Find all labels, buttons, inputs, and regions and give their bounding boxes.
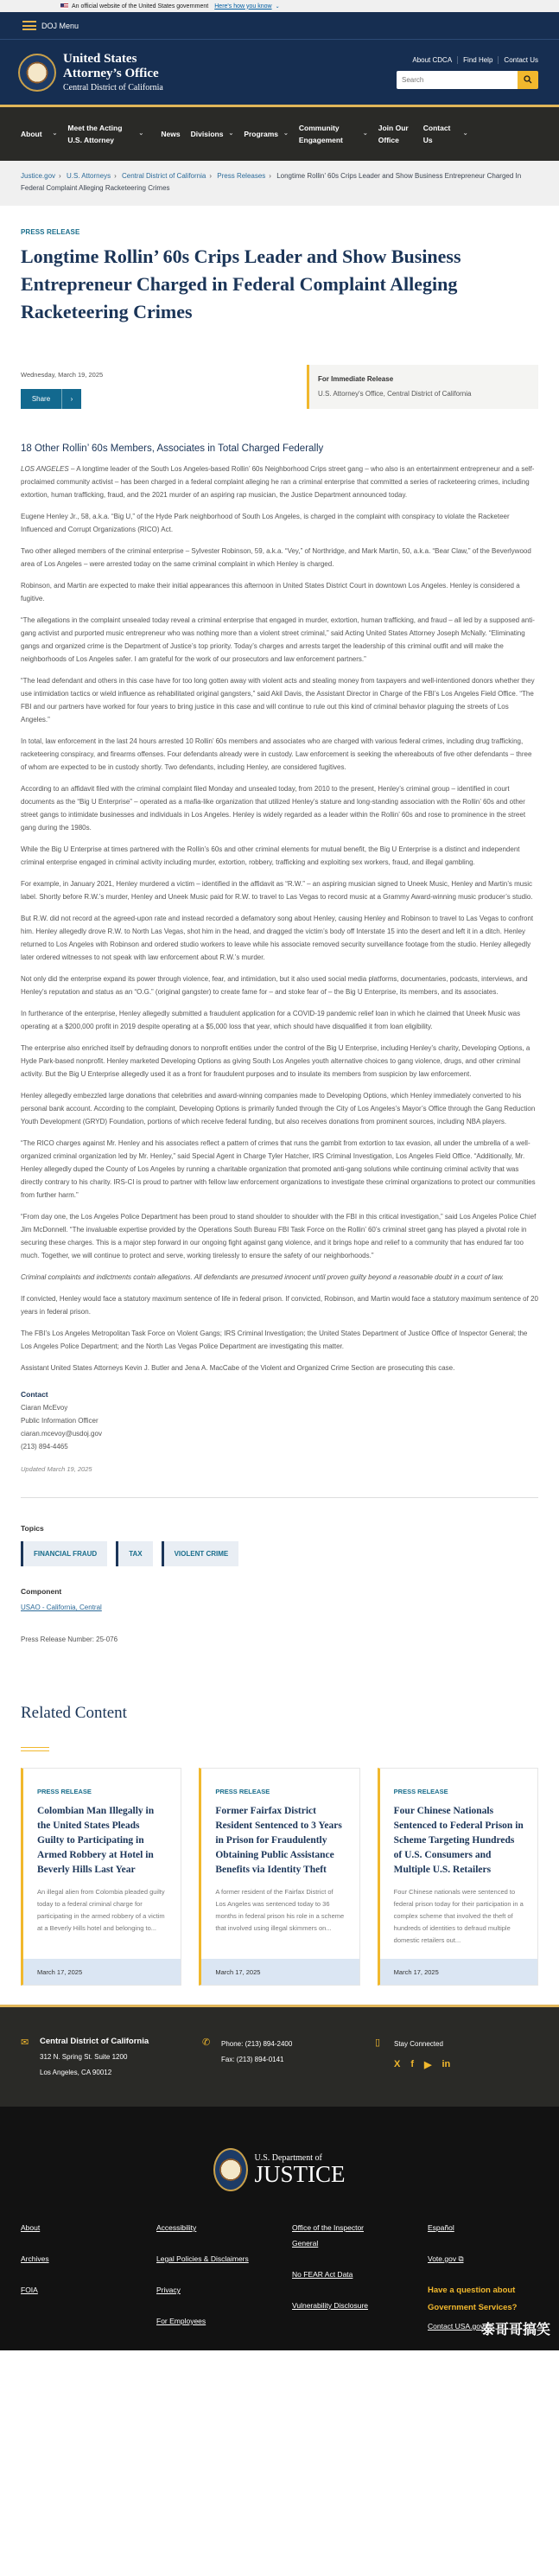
contact-name: Ciaran McEvoy	[21, 1404, 68, 1412]
paragraph: But R.W. did not record at the agreed-upon rate and instead recorded a defamatory song about Henley, causing Henley and Robinson to travel to Las Vegas to confront him. Henley allegedly drove R.W. to North Las Vegas, shot him in the head, and dragged the victim’s body off Interstate 15 into the desert and left it in a ditch. Henley returned to Los Angeles with Robinson and ordered studio workers to leave while his associate removed security surveillance footage from the studio. Henley allegedly later ordered witnesses to not speak with law enforcement about R.W.’s murder.	[21, 915, 534, 961]
nav-news[interactable]	[161, 128, 180, 140]
site-title	[63, 52, 163, 92]
doj-menu-label: DOJ Menu	[41, 21, 79, 30]
us-flag-icon	[60, 3, 68, 9]
footer-link-about[interactable]: About	[21, 2223, 41, 2232]
footer-bottom	[0, 2107, 559, 2350]
paragraph: While the Big U Enterprise at times partnered with the Rollin’s 60s and other criminal elements for mutual benefit, the Big U Enterprise is a distinct and independent criminal enterprise engaged in criminal activity including murder, extortion, robbery, trafficking and exploiting sex workers, fraud, and illegal gambling.	[21, 845, 520, 866]
gov-banner	[0, 0, 559, 12]
nav-label: Meet the Acting U.S. Attorney	[67, 124, 123, 144]
paragraph: “From day one, the Los Angeles Police Department has been proud to stand shoulder to shoulder with the FBI in this critical investigation,” said Los Angeles Police Chief Jim McDonnell. “The invaluable expertise provided by the Operations South Bureau FBI Task Force on the Rollin’ 60’s criminal street gang has played a pivotal role in securing these charges. This is a major step forward in our ongoing fight against gang violence, and it brings hope and relief to a community that has endured far too much. Together, we will continue to protect and serve, working tirelessly to ensure the safety of our neighborhoods.”	[21, 1213, 537, 1259]
nav-about[interactable]	[21, 128, 57, 140]
card-summary: A former resident of the Fairfax District of Los Angeles was sentenced today to 36 months in federal prison his role in a scheme that involved using illegal skimmers on...	[215, 1888, 345, 1932]
contact-role: Public Information Officer	[21, 1417, 98, 1425]
card-title[interactable]: Former Fairfax District Resident Sentenced to 3 Years in Prison for Fraudulently Obtaining Public Assistance Benefits via Identity Theft	[215, 1806, 342, 1875]
publish-date: Wednesday, March 19, 2025	[21, 371, 104, 379]
card-date: March 17, 2025	[380, 1959, 537, 1985]
paragraph: In furtherance of the enterprise, Henley allegedly submitted a fraudulent application for a COVID-19 pandemic relief loan in which he claimed that Uneek Music was operating at a $200,000 profit in 2019 despite operating at a $5,000 loss that year, which should have disqualified it from loan eligibility.	[21, 1010, 521, 1030]
linkedin-icon[interactable]: in	[441, 2059, 451, 2069]
contact-email[interactable]: ciaran.mcevoy@usdoj.gov	[21, 1430, 102, 1438]
disclaimer	[21, 1271, 538, 1284]
paragraph-text: – A longtime leader of the South Los Angeles-based Rollin’ 60s Neighborhood Crips street gang – who also is an entertainment entrepreneur and a self-proclaimed community activist – has been charged in a federal complaint alleging he ran a criminal enterprise that committed a series of racketeering crimes, including extortion, human trafficking, fraud, and the 2021 murder of an aspiring rap musician, the Justice Department announced today.	[21, 465, 535, 499]
related-cards	[21, 1768, 538, 1986]
breadcrumb-justice-gov[interactable]: Justice.gov	[21, 172, 56, 180]
article-eyebrow: PRESS RELEASE	[21, 228, 80, 236]
nav-community-engagement[interactable]	[299, 122, 368, 146]
phone-icon: ✆	[202, 2037, 211, 2048]
chevron-down-icon: ⌄	[138, 131, 144, 137]
paragraph: In total, law enforcement in the last 24 hours arrested 10 Rollin’ 60s members and associates who are charged with various federal crimes, including drug trafficking, racketeering conspiracy, and firearms offenses. Four defendants already were in custody. Law enforcement is seeking the whereabouts of five other defendants – three of whom are expected to be in custody shortly. Two defendants, including Henley, are considered fugitives.	[21, 737, 532, 771]
find-help-link[interactable]: Find Help	[457, 56, 492, 64]
contact-us-link[interactable]: Contact Us	[498, 56, 538, 64]
search-form	[397, 71, 538, 89]
paragraph: Robinson, and Martin are expected to make their initial appearances this afternoon in United States District Court in downtown Los Angeles. Henley is considered a fugitive.	[21, 582, 520, 603]
about-cdca-link[interactable]: About CDCA	[412, 55, 453, 64]
press-release-number: Press Release Number: 25-076	[21, 1636, 118, 1643]
office-fax: Fax: (213) 894-0141	[221, 2056, 284, 2063]
footer-link-oig[interactable]: Office of the Inspector General	[292, 2223, 364, 2248]
card-date: March 17, 2025	[23, 1959, 181, 1985]
nav-join-our-office[interactable]	[378, 122, 413, 146]
nav-divisions[interactable]	[191, 128, 234, 140]
paragraph: The enterprise also enriched itself by defrauding donors to nonprofit entities under the control of the Big U Enterprise, including Henley’s charity, Developing Options, a Hyde Park-based nonprofit. Henley marketed Developing Options as giving South Los Angeles youth alternative choices to gang violence, drugs, and other criminal activity. But the Big U Enterprise allegedly used it as a front for fraudulent purposes and to insulate its members from suspicion by law enforcement.	[21, 1044, 530, 1078]
chevron-right-icon: ›	[209, 172, 213, 180]
utility-links	[412, 56, 538, 64]
footer-link-for-employees[interactable]: For Employees	[156, 2317, 206, 2325]
card-summary: An illegal alien from Colombia pleaded guilty today to a federal criminal charge for participating in the armed robbery of a victim at a Beverly Hills hotel and belonging to...	[37, 1888, 165, 1932]
nav-programs[interactable]	[244, 128, 289, 140]
doj-logo-line1: U.S. Department of	[254, 2153, 322, 2163]
breadcrumb-central-district[interactable]: Central District of California	[121, 172, 206, 180]
mail-icon: ✉	[21, 2037, 29, 2048]
chevron-right-icon: ›	[70, 395, 73, 403]
site-title-line2: Attorney’s Office	[63, 67, 159, 80]
footer-link-foia[interactable]: FOIA	[21, 2286, 38, 2294]
chevron-down-icon: ⌄	[283, 131, 289, 137]
article	[0, 228, 559, 1986]
site-title-line1: United States	[63, 52, 137, 66]
footer-link-no-fear-act[interactable]: No FEAR Act Data	[292, 2270, 353, 2279]
divider	[21, 1497, 538, 1498]
office-address1: 312 N. Spring St. Suite 1200	[40, 2053, 128, 2061]
facebook-icon[interactable]: f	[410, 2059, 415, 2069]
breadcrumb	[0, 161, 559, 206]
topic-tag-financial-fraud[interactable]: FINANCIAL FRAUD	[21, 1541, 107, 1566]
stay-connected-label: Stay Connected	[394, 2040, 443, 2048]
footer-link-contact-usa-gov[interactable]: Contact USA.gov ⧉	[428, 2322, 492, 2331]
card-summary: Four Chinese nationals were sentenced to federal prison today for their participation in a complex scheme that involved the theft of hundreds of identities to defraud multiple domestic retailers out...	[393, 1888, 524, 1944]
contact-phone: (213) 894-4465	[21, 1443, 68, 1451]
component-heading: Component	[21, 1587, 62, 1596]
doj-menu-button[interactable]	[0, 12, 559, 40]
card-eyebrow: PRESS RELEASE	[37, 1788, 92, 1795]
component-link[interactable]: USAO - California, Central	[21, 1604, 102, 1611]
paragraph	[21, 462, 538, 501]
footer	[0, 2005, 559, 2350]
footer-link-accessibility[interactable]: Accessibility	[156, 2223, 197, 2232]
paragraph: “The lead defendant and others in this case have for too long gotten away with violent acts and stealing money from taxpayers and well-intentioned donors whether they use intimidation tactics or wield influence as rehabilitated original gangsters,” said Akil Davis, the Assistant Director in Charge of the FBI’s Los Angeles Field Office. “The FBI and our partners have worked for four years to bring justice in this case and will continue to rule out this kind of criminal behavior plaguing the streets of Los Angeles.”	[21, 677, 535, 724]
breadcrumb-press-releases[interactable]: Press Releases	[217, 172, 266, 180]
nav-label: Divisions	[190, 130, 224, 138]
search-icon	[524, 75, 532, 84]
topic-tag-violent-crime[interactable]: VIOLENT CRIME	[162, 1541, 239, 1566]
paragraph: For example, in January 2021, Henley murdered a victim – identified in the affidavit as “R.W.” – an aspiring musician signed to Uneek Music, Henley and Martin’s music label. Shortly before R.W.’s murder, Henley and Uneek Music paid for R.W. to travel to Las Vegas to record music at a Grammy Award-winning music producer’s studio.	[21, 880, 533, 901]
release-heading: For Immediate Release	[318, 375, 394, 383]
chevron-down-icon: ⌄	[275, 3, 280, 10]
topic-tags	[21, 1541, 538, 1566]
paragraph: According to an affidavit filed with the criminal complaint filed Monday and unsealed today, from 2010 to the present, Henley’s criminal group – identified in court documents as the “Big U Enterprise” – operated as a mafia-like organization that utilized Henley’s stature and long-standing association with the Rollin’ 60s and other street gangs to intimidate businesses and individuals in Los Angeles. Henley is widely regarded as a leader within the Rollin’ 60s and rose to prominence in the street gang during the 1980s.	[21, 785, 526, 832]
watermark-text: 泰哥哥搞笑	[480, 2323, 550, 2337]
topics-heading: Topics	[21, 1524, 44, 1533]
paragraph: Not only did the enterprise expand its power through violence, fear, and intimidation, but it also used social media platforms, documentaries, podcasts, interviews, and Henley’s reputation and status as an “O.G.” (original gangster) to create fame for – and stoke fear of – the Big U Enterprise, its members, and its associates.	[21, 975, 528, 996]
card-title[interactable]: Four Chinese Nationals Sentenced to Federal Prison in Scheme Targeting Hundreds of U.S. Consumers and Multiple U.S. Retailers	[393, 1806, 524, 1875]
release-source: U.S. Attorney's Office, Central District of California	[318, 390, 472, 398]
office-phone: Phone: (213) 894-2400	[221, 2040, 293, 2048]
youtube-icon[interactable]: ▶	[424, 2060, 432, 2070]
paragraph: “The RICO charges against Mr. Henley and his associates reflect a pattern of crimes that runs the gambit from extortion to tax evasion, all under the umbrella of a well-organized criminal organization led by Mr. Henley,” said Special Agent in Charge Tyler Hatcher, IRS Criminal Investigation, Los Angeles Field Office. “Additionally, Mr. Henley allegedly duped the County of Los Angeles by running a charitable organization that promoted anti-gang solutions while continuing criminal activity that was directly contrary to his charity. IRS-CI is proud to partner with fellow law enforcement organizations to investigate these criminal organizations to protect our communities from further harm.”	[21, 1139, 536, 1199]
contact-block	[21, 1388, 538, 1453]
chevron-right-icon: ›	[114, 172, 117, 180]
chevron-down-icon: ⌄	[52, 131, 58, 137]
chevron-right-icon: ›	[269, 172, 271, 180]
topic-tag-tax[interactable]: TAX	[116, 1541, 152, 1566]
x-twitter-icon[interactable]: X	[394, 2059, 401, 2069]
nav-meet-acting-us-attorney[interactable]	[67, 122, 150, 146]
gold-rule-divider	[21, 1747, 49, 1751]
site-logo-link[interactable]	[18, 52, 163, 92]
chevron-down-icon: ⌄	[462, 131, 468, 137]
search-input[interactable]	[397, 71, 518, 89]
paragraph: Eugene Henley Jr., 58, a.k.a. “Big U,” of the Hyde Park neighborhood of South Los Angeles, is charged in the complaint with conspiracy to violate the Racketeer Influenced and Corrupt Organizations (RICO) Act.	[21, 513, 510, 533]
site-header	[0, 40, 559, 107]
main-nav	[0, 107, 559, 161]
dateline: LOS ANGELES	[21, 465, 69, 473]
footer-link-espanol[interactable]: Español	[428, 2223, 454, 2232]
share-button[interactable]	[21, 389, 81, 409]
card-title[interactable]: Colombian Man Illegally in the United States Pleads Guilty to Participating in Armed Robbery at Hotel in Beverly Hills Last Year	[37, 1806, 155, 1875]
chevron-down-icon: ⌄	[228, 131, 234, 137]
footer-link-legal-policies[interactable]: Legal Policies & Disclaimers	[156, 2254, 249, 2263]
footer-links	[0, 2220, 559, 2350]
doj-seal-icon	[18, 54, 56, 92]
card-eyebrow: PRESS RELEASE	[393, 1788, 448, 1795]
page-title: Longtime Rollin’ 60s Crips Leader and Show Business Entrepreneur Charged in Federal Complaint Alleging Racketeering Crimes	[21, 245, 461, 322]
office-name: Central District of California	[40, 2037, 149, 2046]
mobile-phone-icon: ▯	[375, 2037, 381, 2048]
paragraph: The FBI’s Los Angeles Metropolitan Task Force on Violent Gangs; IRS Criminal Investigation; the United States Department of Justice Office of Inspector General; the Los Angeles Police Department; and the North Las Vegas Police Department are investigating this matter.	[21, 1329, 528, 1350]
office-address2: Los Angeles, CA 90012	[40, 2069, 112, 2076]
breadcrumb-current: Longtime Rollin’ 60s Crips Leader and Show Business Entrepreneur Charged In Federal Complaint Alleging Racketeering Crimes	[21, 172, 522, 192]
footer-office-info	[0, 2005, 559, 2107]
footer-link-vulnerability-disclosure[interactable]: Vulnerability Disclosure	[292, 2301, 369, 2310]
doj-seal-icon	[213, 2148, 248, 2191]
related-card[interactable]	[21, 1768, 181, 1986]
heres-how-you-know-link[interactable]: Here's how you know	[214, 3, 272, 10]
paragraph: Assistant United States Attorneys Kevin J. Butler and Jena A. MacCabe of the Violent and Organized Crime Section are prosecuting this case.	[21, 1364, 455, 1372]
gov-services-question: Have a question about Government Services?	[428, 2286, 518, 2312]
release-info-box	[307, 365, 538, 409]
related-card[interactable]	[199, 1768, 359, 1986]
related-content-heading: Related Content	[21, 1704, 127, 1722]
nav-label: Join Our Office	[378, 124, 409, 144]
disclaimer-text: Criminal complaints and indictments contain allegations. All defendants are presumed innocent until proven guilty beyond a reasonable doubt in a court of law.	[21, 1273, 505, 1281]
site-district: Central District of California	[63, 83, 163, 92]
paragraph: If convicted, Henley would face a statutory maximum sentence of life in federal prison. If convicted, Robinson, and Martin would face a statutory maximum sentence of 20 years in federal prison.	[21, 1295, 538, 1316]
hamburger-icon	[22, 21, 36, 30]
nav-label: Programs	[244, 130, 278, 138]
nav-label: News	[161, 130, 181, 138]
nav-label: About	[21, 130, 42, 138]
footer-link-privacy[interactable]: Privacy	[156, 2286, 181, 2294]
chevron-right-icon: ›	[59, 172, 61, 180]
social-links	[394, 2059, 450, 2070]
article-subtitle: 18 Other Rollin’ 60s Members, Associates in Total Charged Federally	[21, 443, 324, 454]
search-button[interactable]	[518, 71, 538, 89]
paragraph: Two other alleged members of the criminal enterprise – Sylvester Robinson, 59, a.k.a. “Vey,” of Northridge, and Mark Martin, 50, a.k.a. “Bear Claw,” of the Beverlywood area of Los Angeles – were arrested today on the same criminal complaint in which Henley is charged.	[21, 547, 531, 568]
breadcrumb-us-attorneys[interactable]: U.S. Attorneys	[66, 172, 111, 180]
doj-logo-line2: JUSTICE	[254, 2161, 346, 2187]
share-label: Share	[21, 389, 62, 409]
article-body	[21, 462, 538, 1374]
doj-logo[interactable]	[0, 2148, 559, 2191]
gov-banner-text: An official website of the United States government	[72, 3, 209, 10]
footer-link-archives[interactable]: Archives	[21, 2254, 49, 2263]
contact-heading: Contact	[21, 1390, 48, 1399]
card-date: March 17, 2025	[201, 1959, 359, 1985]
chevron-down-icon: ⌄	[362, 131, 368, 137]
paragraph: “The allegations in the complaint unsealed today reveal a criminal enterprise that engaged in murder, extortion, human trafficking, and fraud – all led by a supposed anti-gang activist and purported music entrepreneur who was nothing more than a violent street criminal,” said Acting United States Attorney Joseph McNally. “Eliminating gangs and organized crime is the Department of Justice’s top priority. Today’s charges and arrests target the leadership of this criminal outfit and will make the neighborhoods of Los Angeles safer. I am grateful for the work of our prosecutors and law enforcement partners.”	[21, 616, 535, 663]
card-eyebrow: PRESS RELEASE	[215, 1788, 270, 1795]
nav-contact-us[interactable]	[423, 122, 468, 146]
paragraph: Henley allegedly embezzled large donations that celebrities and award-winning companies made to Developing Options, which Henley immediately converted to his personal bank account. According to the complaint, Developing Options is primarily funded through the City of Los Angeles’s Mayor’s Office through the Gang Reduction Youth Development (GRYD) Foundation, portions of which receive federal funding, but also receives donations from prominent sources, including NBA players.	[21, 1092, 536, 1125]
nav-label: Community Engagement	[298, 124, 343, 144]
updated-date: Updated March 19, 2025	[21, 1465, 92, 1473]
nav-label: Contact Us	[422, 124, 451, 144]
footer-link-vote-gov[interactable]: Vote.gov ⧉	[428, 2254, 464, 2263]
related-card[interactable]	[378, 1768, 538, 1986]
